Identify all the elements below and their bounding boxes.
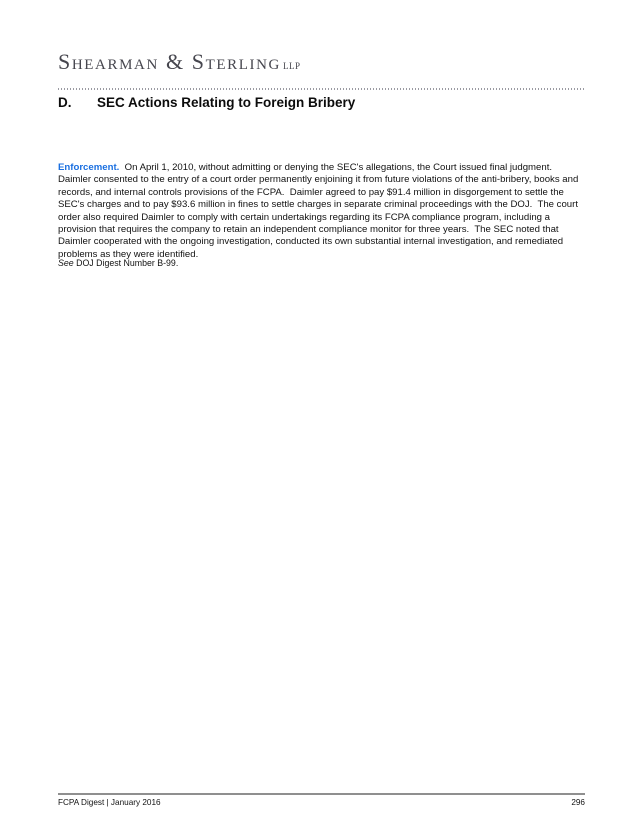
section-heading bbox=[58, 95, 585, 110]
header-divider-line bbox=[58, 88, 585, 90]
footer-divider-line bbox=[58, 793, 585, 795]
section-number: D. bbox=[58, 95, 72, 110]
paragraph-text: On April 1, 2010, without admitting or denying the SEC's allegations, the Court issued final judgment. Daimler consented to the entry of a court order permanently enjoining it from future violations of the anti-bribery, books and records, and internal controls provisions of the FCPA. Daimler agreed to pay $91.4 million in disgorgement to settle the SEC's charges and to pay $93.6 million in fines to settle charges in separate criminal proceedings with the DOJ. The court order also required Daimler to comply with certain undertakings regarding its FCPA compliance program, including a provision that requires the company to retain an independent compliance monitor for three years. The SEC noted that Daimler cooperated with the ongoing investigation, conducted its own substantial internal investigation, and remediated problems as they were identified. bbox=[58, 162, 581, 260]
section-title: SEC Actions Relating to Foreign Bribery bbox=[97, 95, 356, 110]
firm-logo bbox=[58, 49, 301, 75]
see-reference: DOJ Digest Number B-99. bbox=[73, 258, 179, 268]
body-paragraph bbox=[58, 162, 587, 261]
firm-suffix: LLP bbox=[282, 61, 301, 71]
cross-reference-note bbox=[58, 258, 178, 268]
footer-left-text: FCPA Digest | January 2016 bbox=[58, 798, 161, 807]
page-footer bbox=[58, 798, 585, 807]
footer-page-number: 296 bbox=[571, 798, 585, 807]
enforcement-label: Enforcement. bbox=[58, 162, 120, 173]
see-word: See bbox=[58, 258, 74, 268]
firm-name: Shearman & Sterling bbox=[58, 49, 281, 74]
